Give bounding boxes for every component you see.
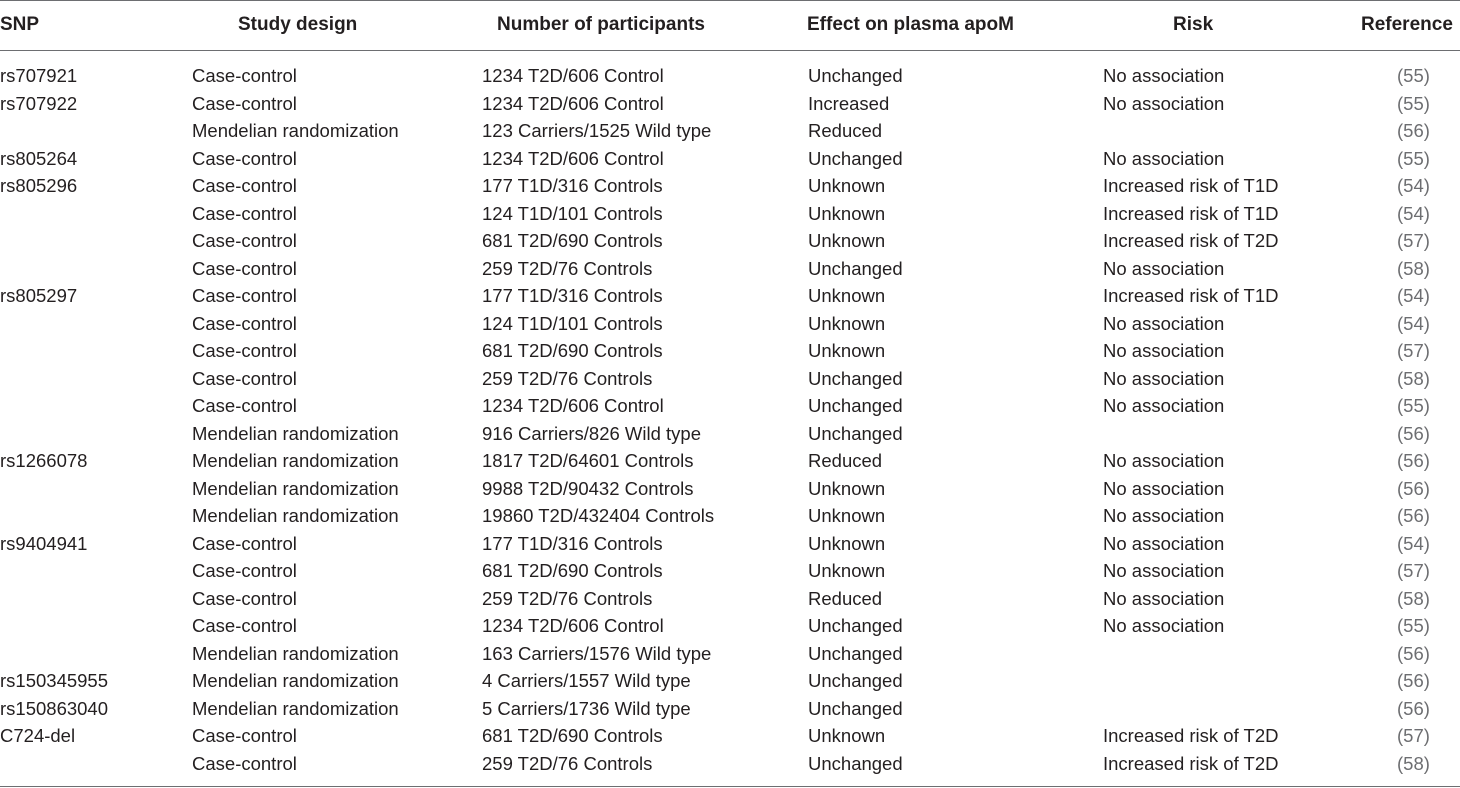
cell-risk: Increased risk of T1D [1103, 285, 1279, 306]
cell-study-design: Case-control [192, 560, 297, 581]
table-row [0, 447, 1460, 475]
cell-effect-on-plasma-apom: Unknown [808, 560, 886, 581]
cell-number-of-participants: 177 T1D/316 Controls [482, 532, 663, 554]
cell-reference-link[interactable]: (54) [1397, 202, 1430, 224]
cell-risk: No association [1103, 395, 1225, 416]
cell-number-of-participants: 5 Carriers/1736 Wild type [482, 697, 691, 719]
cell-number-of-participants: 124 T1D/101 Controls [482, 312, 663, 334]
table-row [0, 310, 1460, 338]
cell-effect-on-plasma-apom: Unknown [808, 175, 886, 196]
cell-snp: rs805264 [0, 147, 78, 169]
cell-reference-link[interactable]: (55) [1397, 395, 1430, 416]
cell-study-design: Case-control [192, 257, 297, 279]
header-snp: SNP [0, 14, 40, 35]
cell-risk: No association [1103, 147, 1225, 169]
table-row [0, 227, 1460, 255]
cell-reference-link[interactable]: (54) [1397, 175, 1430, 196]
cell-study-design: Case-control [192, 65, 297, 86]
cell-study-design: Case-control [192, 532, 297, 554]
cell-reference-link[interactable]: (57) [1397, 725, 1430, 746]
cell-study-design: Mendelian randomization [192, 505, 399, 526]
table-row [0, 667, 1460, 695]
cell-effect-on-plasma-apom: Unchanged [808, 257, 903, 279]
cell-effect-on-plasma-apom: Unknown [808, 725, 886, 746]
table-row [0, 475, 1460, 503]
cell-study-design: Case-control [192, 230, 297, 251]
cell-study-design: Case-control [192, 752, 297, 774]
cell-snp: rs1266078 [0, 450, 88, 471]
table-row [0, 365, 1460, 393]
cell-study-design: Case-control [192, 340, 297, 361]
cell-number-of-participants: 1234 T2D/606 Control [482, 395, 664, 416]
cell-effect-on-plasma-apom: Unknown [808, 202, 886, 224]
cell-study-design: Case-control [192, 175, 297, 196]
cell-reference-link[interactable]: (57) [1397, 230, 1430, 251]
cell-risk: Increased risk of T2D [1103, 230, 1279, 251]
cell-number-of-participants: 1234 T2D/606 Control [482, 65, 664, 86]
header-effect-on-plasma-apom: Effect on plasma apoM [807, 14, 1014, 35]
cell-reference-link[interactable]: (55) [1397, 92, 1430, 114]
cell-effect-on-plasma-apom: Unknown [808, 532, 886, 554]
table-row [0, 530, 1460, 558]
cell-risk: No association [1103, 257, 1225, 279]
table-top-rule [0, 0, 1460, 1]
cell-risk: No association [1103, 65, 1225, 86]
cell-risk: No association [1103, 560, 1225, 581]
cell-snp: rs805296 [0, 175, 78, 196]
cell-risk: Increased risk of T2D [1103, 752, 1279, 774]
table-row [0, 392, 1460, 420]
cell-study-design: Case-control [192, 202, 297, 224]
cell-effect-on-plasma-apom: Unknown [808, 477, 886, 499]
cell-effect-on-plasma-apom: Unchanged [808, 615, 903, 636]
table-header-rule [0, 50, 1460, 51]
cell-snp: rs150863040 [0, 697, 109, 719]
table-row [0, 200, 1460, 228]
cell-reference-link[interactable]: (56) [1397, 422, 1430, 444]
cell-study-design: Case-control [192, 367, 297, 389]
cell-number-of-participants: 681 T2D/690 Controls [482, 340, 663, 361]
cell-risk: Increased risk of T2D [1103, 725, 1279, 746]
cell-snp: rs707921 [0, 65, 78, 86]
cell-snp: rs707922 [0, 92, 78, 114]
table-row [0, 282, 1460, 310]
cell-snp: rs150345955 [0, 670, 109, 691]
cell-number-of-participants: 681 T2D/690 Controls [482, 230, 663, 251]
cell-effect-on-plasma-apom: Unchanged [808, 642, 903, 664]
table-body [0, 62, 1460, 777]
table-row [0, 585, 1460, 613]
cell-reference-link[interactable]: (54) [1397, 532, 1430, 554]
cell-effect-on-plasma-apom: Unchanged [808, 395, 903, 416]
cell-effect-on-plasma-apom: Unchanged [808, 697, 903, 719]
table-row [0, 172, 1460, 200]
cell-number-of-participants: 9988 T2D/90432 Controls [482, 477, 694, 499]
cell-study-design: Mendelian randomization [192, 697, 399, 719]
cell-study-design: Case-control [192, 147, 297, 169]
table-row [0, 557, 1460, 585]
table-bottom-rule [0, 786, 1460, 787]
header-risk: Risk [1173, 14, 1214, 35]
cell-number-of-participants: 19860 T2D/432404 Controls [482, 505, 715, 526]
table-row [0, 695, 1460, 723]
cell-risk: No association [1103, 312, 1225, 334]
cell-study-design: Case-control [192, 615, 297, 636]
table-row [0, 117, 1460, 145]
table-row [0, 722, 1460, 750]
cell-study-design: Mendelian randomization [192, 120, 399, 141]
cell-snp: C724-del [0, 725, 76, 746]
table-row [0, 502, 1460, 530]
cell-number-of-participants: 681 T2D/690 Controls [482, 560, 663, 581]
cell-effect-on-plasma-apom: Unchanged [808, 367, 903, 389]
table-row [0, 145, 1460, 173]
cell-risk: No association [1103, 505, 1225, 526]
cell-effect-on-plasma-apom: Unknown [808, 230, 886, 251]
cell-risk: No association [1103, 450, 1225, 471]
cell-snp: rs9404941 [0, 532, 88, 554]
cell-study-design: Case-control [192, 587, 297, 609]
cell-risk: No association [1103, 367, 1225, 389]
cell-effect-on-plasma-apom: Reduced [808, 120, 883, 141]
cell-number-of-participants: 681 T2D/690 Controls [482, 725, 663, 746]
cell-effect-on-plasma-apom: Unchanged [808, 670, 903, 691]
cell-reference-link[interactable]: (55) [1397, 615, 1430, 636]
table-row [0, 420, 1460, 448]
cell-risk: Increased risk of T1D [1103, 175, 1279, 196]
cell-effect-on-plasma-apom: Unchanged [808, 147, 903, 169]
cell-number-of-participants: 1234 T2D/606 Control [482, 147, 664, 169]
cell-study-design: Mendelian randomization [192, 642, 399, 664]
cell-study-design: Case-control [192, 725, 297, 746]
cell-effect-on-plasma-apom: Reduced [808, 587, 883, 609]
cell-number-of-participants: 1817 T2D/64601 Controls [482, 450, 694, 471]
cell-reference-link[interactable]: (58) [1397, 257, 1430, 279]
cell-study-design: Case-control [192, 285, 297, 306]
table-row [0, 90, 1460, 118]
cell-risk: No association [1103, 92, 1225, 114]
table-row [0, 640, 1460, 668]
table-header-row [0, 14, 1460, 40]
cell-risk: No association [1103, 587, 1225, 609]
cell-reference-link[interactable]: (54) [1397, 285, 1430, 306]
cell-risk: No association [1103, 615, 1225, 636]
cell-effect-on-plasma-apom: Reduced [808, 450, 883, 471]
cell-effect-on-plasma-apom: Unknown [808, 505, 886, 526]
cell-reference-link[interactable]: (54) [1397, 312, 1430, 334]
cell-number-of-participants: 916 Carriers/826 Wild type [482, 422, 702, 444]
cell-reference-link[interactable]: (56) [1397, 642, 1430, 664]
cell-number-of-participants: 177 T1D/316 Controls [482, 175, 663, 196]
cell-effect-on-plasma-apom: Unchanged [808, 422, 903, 444]
cell-reference-link[interactable]: (56) [1397, 697, 1430, 719]
cell-snp: rs805297 [0, 285, 78, 306]
cell-number-of-participants: 259 T2D/76 Controls [482, 367, 653, 389]
cell-effect-on-plasma-apom: Unchanged [808, 752, 903, 774]
table-row [0, 255, 1460, 283]
cell-reference-link[interactable]: (55) [1397, 65, 1430, 86]
cell-number-of-participants: 177 T1D/316 Controls [482, 285, 663, 306]
table-row [0, 612, 1460, 640]
header-reference: Reference [1361, 14, 1453, 35]
cell-study-design: Mendelian randomization [192, 670, 399, 691]
cell-risk: No association [1103, 532, 1225, 554]
cell-reference-link[interactable]: (56) [1397, 670, 1430, 691]
cell-study-design: Mendelian randomization [192, 422, 399, 444]
cell-number-of-participants: 1234 T2D/606 Control [482, 92, 664, 114]
cell-study-design: Case-control [192, 312, 297, 334]
cell-reference-link[interactable]: (56) [1397, 450, 1430, 471]
cell-reference-link[interactable]: (56) [1397, 477, 1430, 499]
cell-risk: Increased risk of T1D [1103, 202, 1279, 224]
cell-number-of-participants: 124 T1D/101 Controls [482, 202, 663, 224]
cell-number-of-participants: 1234 T2D/606 Control [482, 615, 664, 636]
cell-number-of-participants: 123 Carriers/1525 Wild type [482, 120, 712, 141]
cell-study-design: Case-control [192, 395, 297, 416]
cell-reference-link[interactable]: (55) [1397, 147, 1430, 169]
header-study-design: Study design [238, 14, 358, 35]
cell-reference-link[interactable]: (58) [1397, 752, 1430, 774]
cell-number-of-participants: 163 Carriers/1576 Wild type [482, 642, 712, 664]
cell-study-design: Mendelian randomization [192, 450, 399, 471]
cell-reference-link[interactable]: (56) [1397, 120, 1430, 141]
cell-number-of-participants: 259 T2D/76 Controls [482, 587, 653, 609]
table-row [0, 750, 1460, 778]
header-number-of-participants: Number of participants [497, 14, 705, 35]
cell-effect-on-plasma-apom: Unknown [808, 340, 886, 361]
cell-study-design: Case-control [192, 92, 297, 114]
cell-reference-link[interactable]: (57) [1397, 340, 1430, 361]
cell-number-of-participants: 4 Carriers/1557 Wild type [482, 670, 691, 691]
cell-effect-on-plasma-apom: Unknown [808, 285, 886, 306]
cell-risk: No association [1103, 340, 1225, 361]
cell-reference-link[interactable]: (58) [1397, 367, 1430, 389]
cell-effect-on-plasma-apom: Increased [808, 92, 890, 114]
cell-reference-link[interactable]: (57) [1397, 560, 1430, 581]
table-row [0, 337, 1460, 365]
cell-reference-link[interactable]: (56) [1397, 505, 1430, 526]
cell-risk: No association [1103, 477, 1225, 499]
cell-number-of-participants: 259 T2D/76 Controls [482, 257, 653, 279]
cell-effect-on-plasma-apom: Unchanged [808, 65, 903, 86]
cell-number-of-participants: 259 T2D/76 Controls [482, 752, 653, 774]
table-row [0, 62, 1460, 90]
cell-reference-link[interactable]: (58) [1397, 587, 1430, 609]
cell-effect-on-plasma-apom: Unknown [808, 312, 886, 334]
cell-study-design: Mendelian randomization [192, 477, 399, 499]
